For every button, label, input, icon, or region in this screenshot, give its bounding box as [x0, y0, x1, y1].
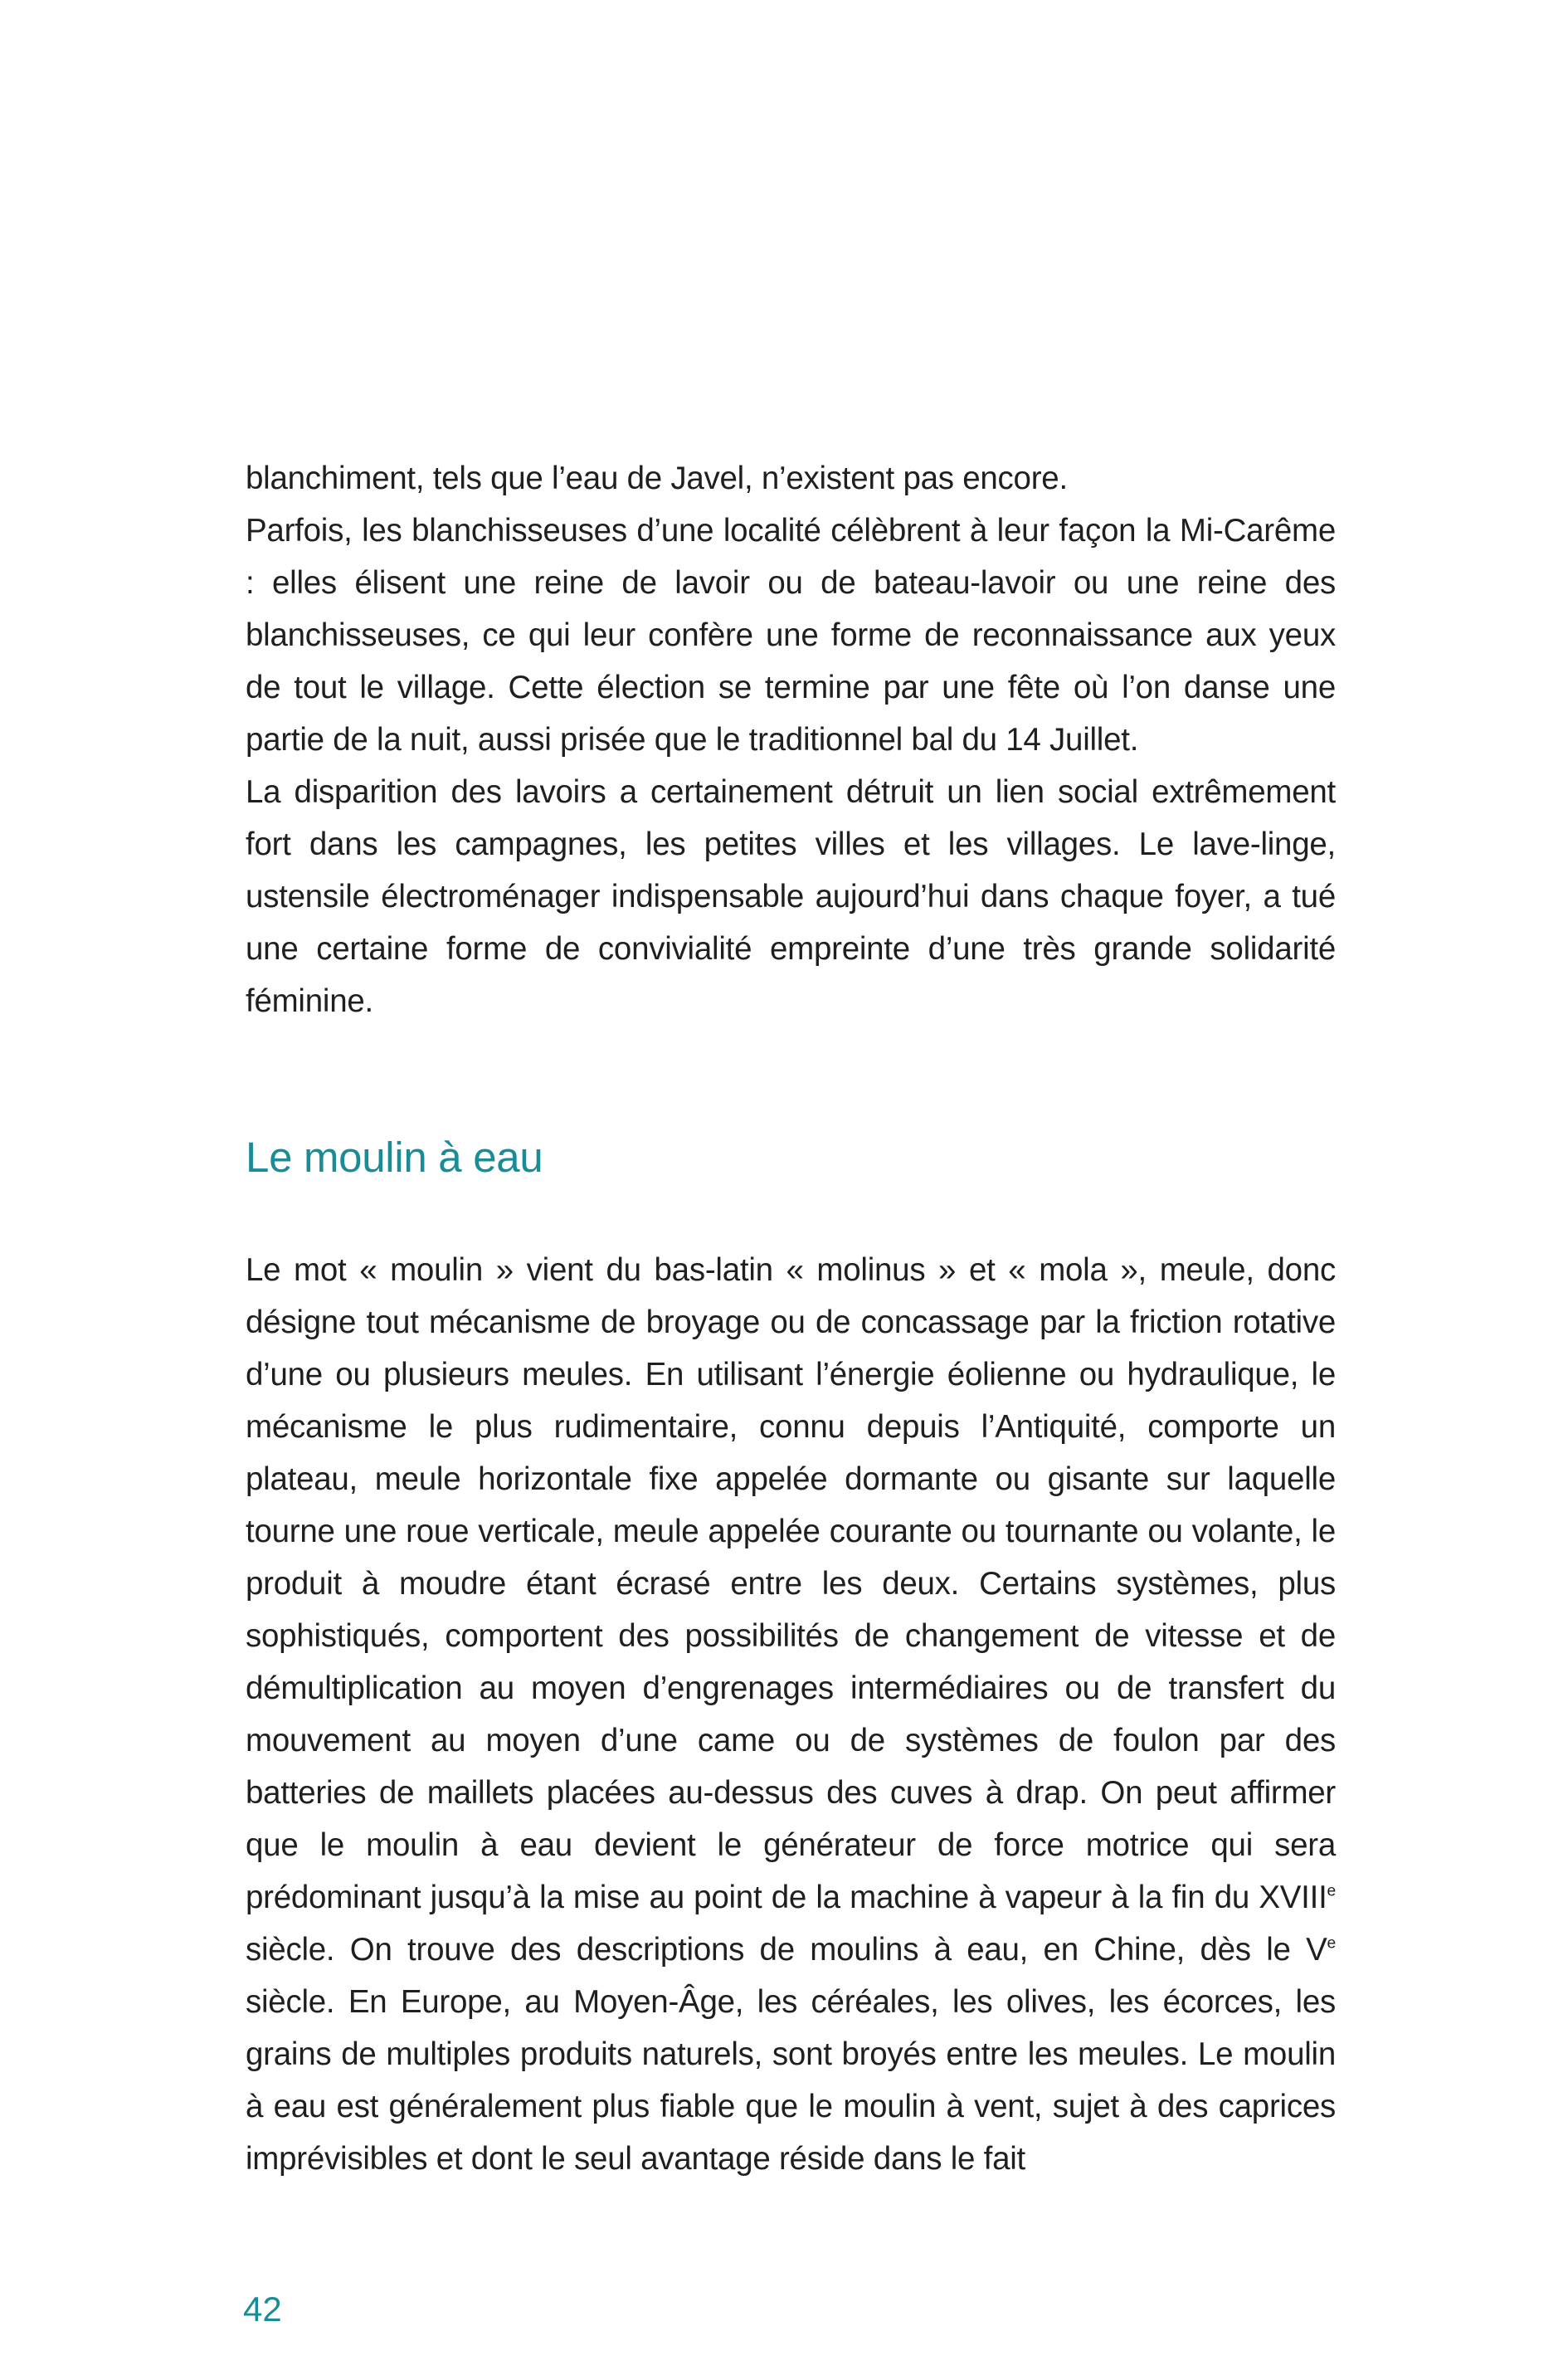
page-number: 42 — [243, 2290, 282, 2329]
paragraph-moulin-part-1: Le mot « moulin » vient du bas-latin « molinus » et « mola », meule, donc désigne tout mécanisme de broyage ou de concassage par la friction rotative d’une ou plusieurs meules. En utilisant l’énergie éolienne ou hydraulique, le mécanisme le plus rudimentaire, connu depuis l’Antiquité, comporte un plateau, meule horizontale fixe appelée dormante ou gisante sur laquelle tourne une roue verticale, meule appelée courante ou tournante ou volante, le produit à moudre étant écrasé entre les deux. Certains systèmes, plus sophistiqués, comportent des possibilités de changement de vitesse et de démultiplication au moyen d’engrenages intermédiaires ou de transfert du mouvement au moyen d’une came ou de systèmes de foulon par des batteries de maillets placées au-dessus des cuves à drap. On peut affirmer que le moulin à eau devient le générateur de force motrice qui sera prédominant jusqu’à la mise au point de la machine à vapeur à la fin du XVIII — [246, 1252, 1336, 1915]
paragraph-moulin — [246, 1244, 1336, 2185]
century-superscript-5: e — [1327, 1934, 1336, 1953]
century-superscript-18: e — [1327, 1882, 1336, 1900]
paragraph-mi-careme: Parfois, les blanchisseuses d’une localité célèbrent à leur façon la Mi-Carême : elles élisent une reine de lavoir ou de bateau-lavoir ou une reine des blanchisseuses, ce qui leur confère une forme de reconnaissance aux yeux de tout le village. Cette élection se termine par une fête où l’on danse une partie de la nuit, aussi prisée que le traditionnel bal du 14 Juillet. — [246, 513, 1336, 758]
paragraph-moulin-part-3: siècle. En Europe, au Moyen-Âge, les céréales, les olives, les écorces, les grains de multiples produits naturels, sont broyés entre les meules. Le moulin à eau est généralement plus fiable que le moulin à vent, sujet à des caprices imprévisibles et dont le seul avantage réside dans le fait — [246, 1984, 1336, 2177]
body-text-moulin — [246, 1244, 1336, 2185]
paragraph-continuation: blanchiment, tels que l’eau de Javel, n’existent pas encore. — [246, 461, 1068, 496]
paragraph-lavoirs: La disparition des lavoirs a certainement détruit un lien social extrêmement fort dans les campagnes, les petites villes et les villages. Le lave-linge, ustensile électroménager indispensable aujourd’hui dans chaque foyer, a tué une certaine forme de convivialité empreinte d’une très grande solidarité féminine. — [246, 774, 1336, 1019]
section-heading: Le moulin à eau — [246, 1134, 543, 1181]
paragraph-moulin-part-2: siècle. On trouve des descriptions de moulins à eau, en Chine, dès le V — [246, 1932, 1327, 1968]
body-text-top — [246, 452, 1336, 1027]
